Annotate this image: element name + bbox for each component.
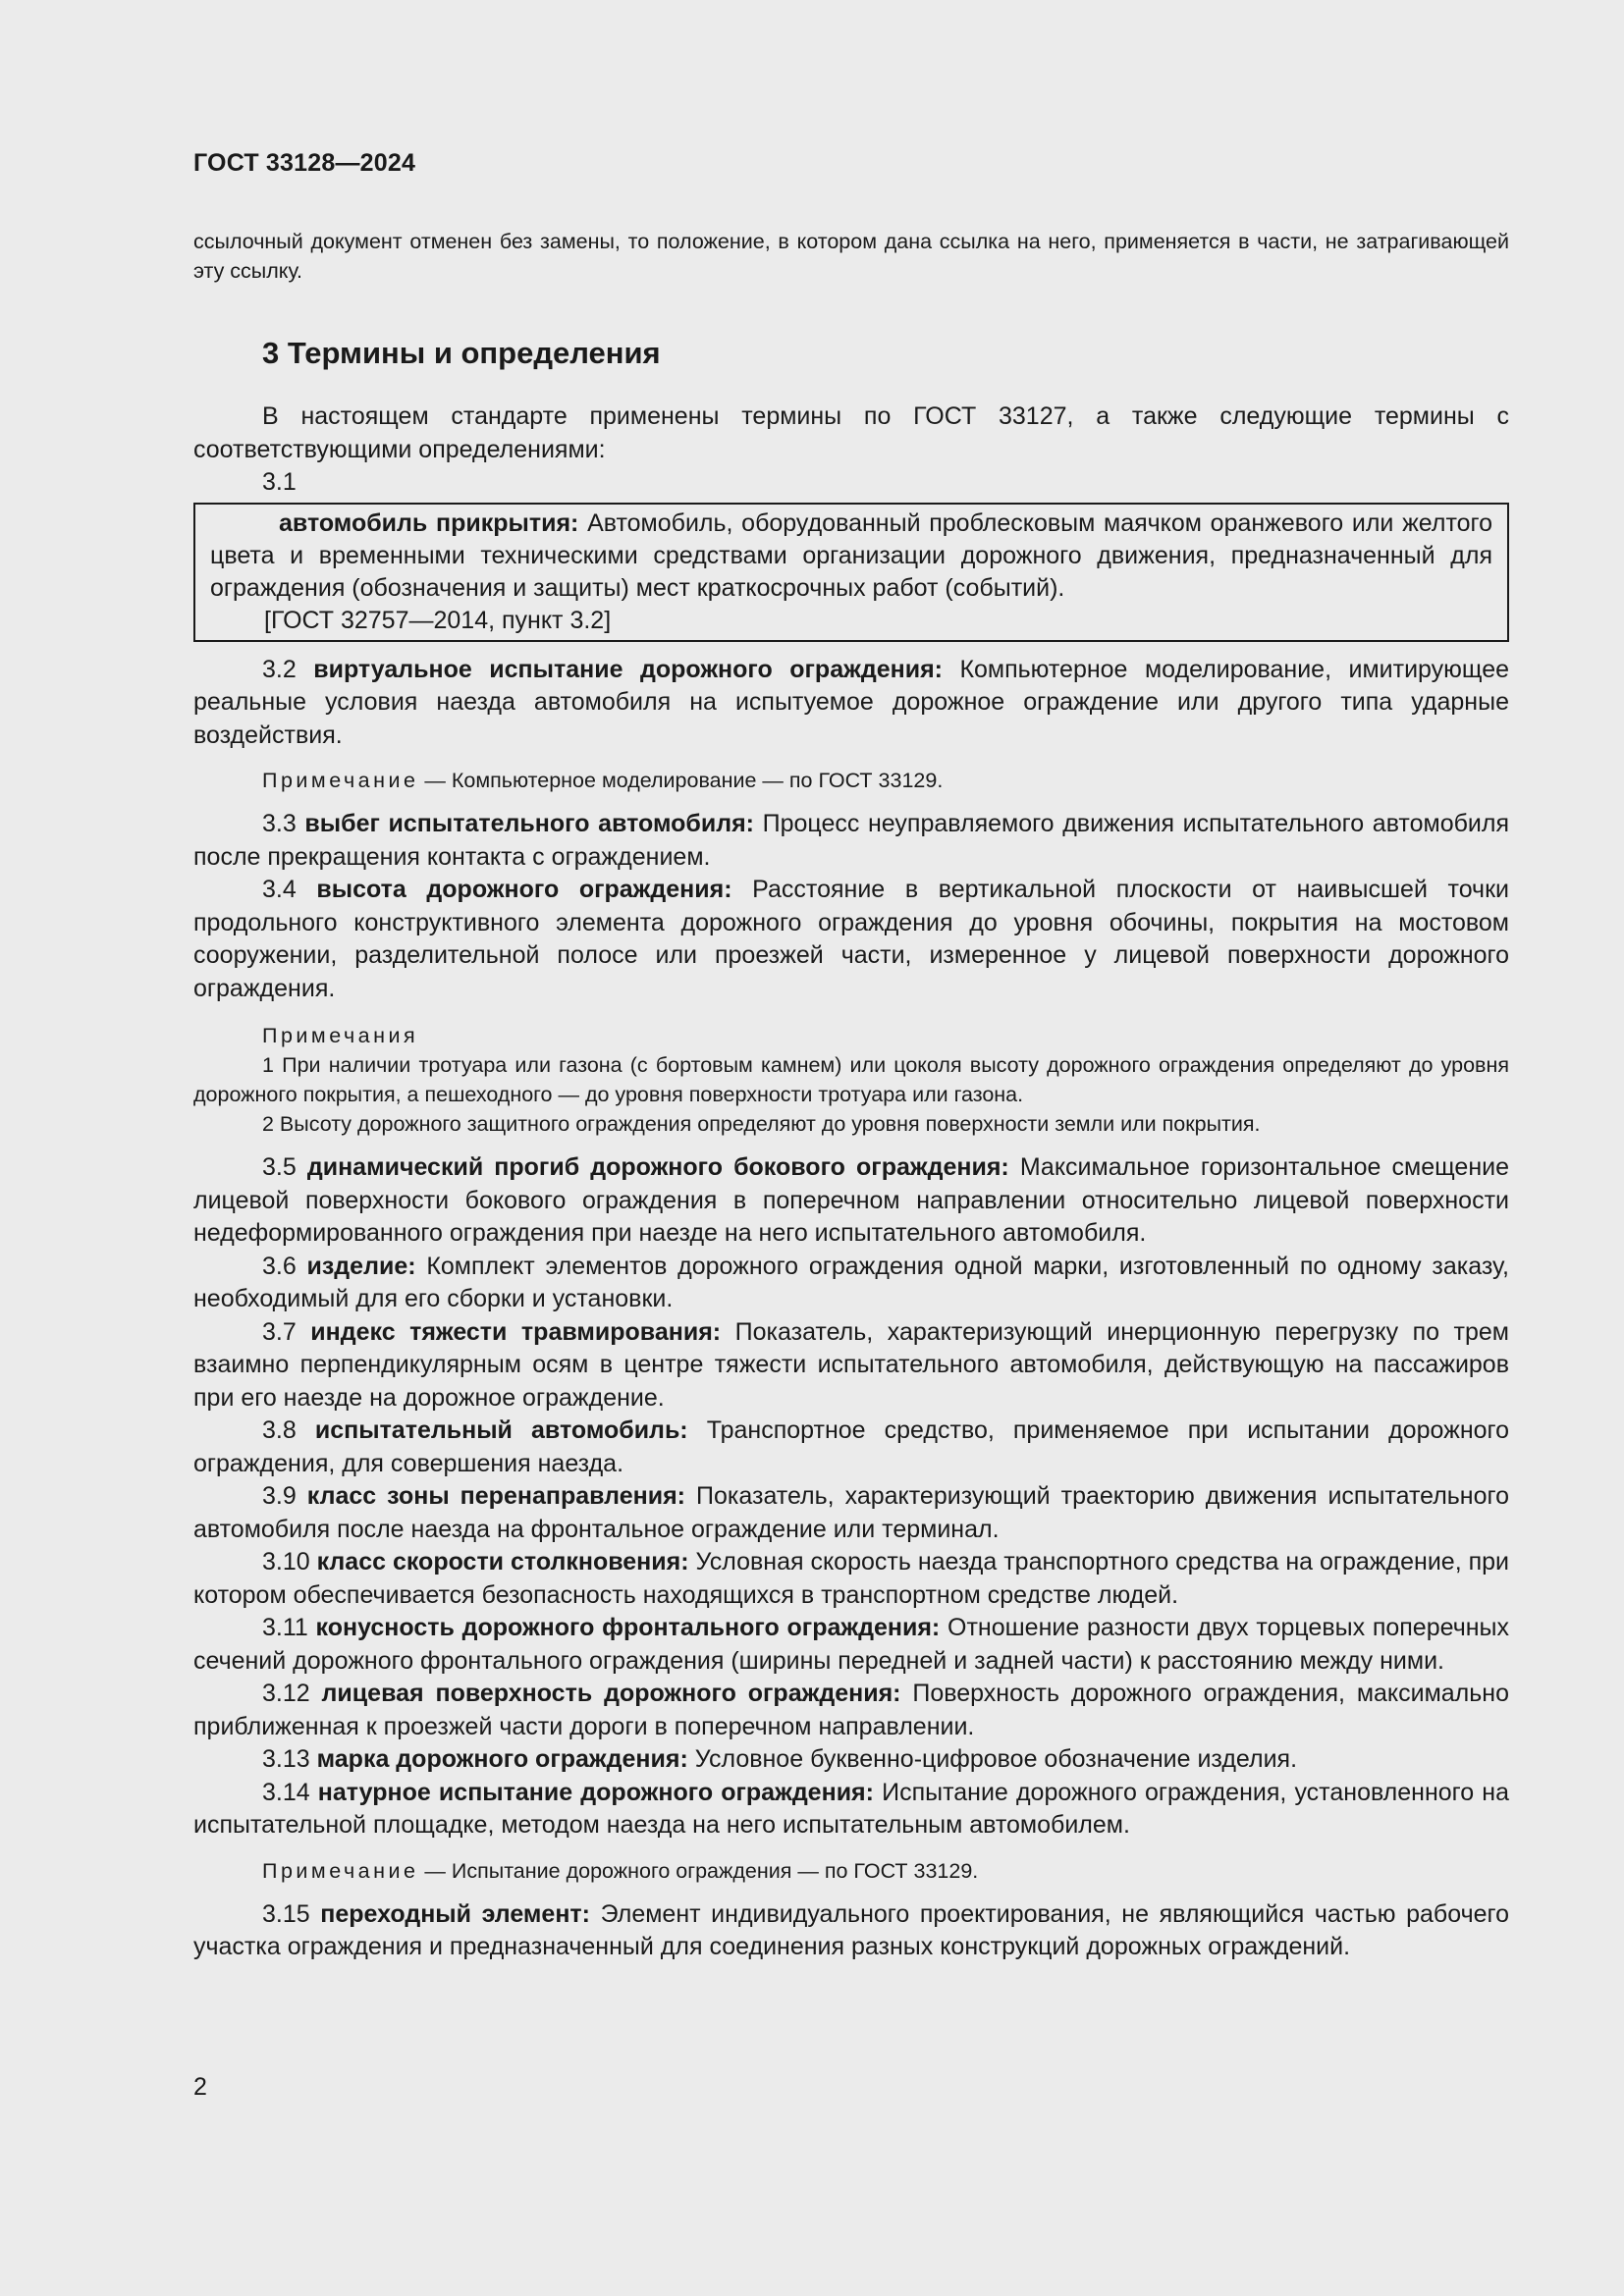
term-3-3-name: выбег испытательного автомобиля: bbox=[304, 810, 754, 837]
term-3-3-definition: Процесс неуправляемого движения испытательного автомобиля после прекращения контакта с ограждением. bbox=[193, 810, 1510, 871]
term-3-14-definition: Испытание дорожного ограждения, установленного на испытательной площадке, методом наезда на него испытательным автомобилем. bbox=[193, 1778, 1509, 1839]
term-3-9-number: 3.9 bbox=[262, 1482, 307, 1510]
term-3-1-reference: [ГОСТ 32757—2014, пункт 3.2] bbox=[264, 606, 612, 634]
term-3-3 bbox=[193, 808, 1509, 874]
term-3-11-name: конусность дорожного фронтального ограждения: bbox=[315, 1614, 941, 1641]
term-3-1-definition: Автомобиль, оборудованный проблесковым маячком оранжевого или желтого цвета и временными техническими средствами организации дорожного движения, предназначенный для ограждения (обозначения и защиты) мест краткосрочных работ (событий). bbox=[210, 508, 1493, 602]
term-3-12-definition: Поверхность дорожного ограждения, максимально приближенная к проезжей части дороги в поперечном направлении. bbox=[193, 1680, 1510, 1740]
term-3-4-definition: Расстояние в вертикальной плоскости от наивысшей точки продольного конструктивного элемента дорожного ограждения до уровня обочины, покрытия на мостовом сооружении, разделительной полосе или проезжей части, измеренное у лицевой поверхности дорожного ограждения. bbox=[193, 876, 1509, 1002]
term-3-13-name: марка дорожного ограждения: bbox=[316, 1745, 688, 1773]
term-3-2-number: 3.2 bbox=[262, 655, 314, 683]
term-3-7 bbox=[193, 1316, 1509, 1415]
term-3-15-number: 3.15 bbox=[262, 1899, 321, 1928]
term-3-7-number: 3.7 bbox=[262, 1317, 311, 1346]
term-3-13 bbox=[193, 1743, 1509, 1777]
term-3-15-definition: Элемент индивидуального проектирования, не являющийся частью рабочего участка ограждения и предназначенный для соединения разных конструкций дорожных ограждений. bbox=[193, 1899, 1509, 1960]
term-3-11-definition: Отношение разности двух торцевых поперечных сечений дорожного фронтального ограждения (ширины передней и задней части) к расстоянию между ними. bbox=[193, 1614, 1509, 1675]
term-3-13-definition: Условное буквенно-цифровое обозначение изделия. bbox=[687, 1745, 1298, 1773]
term-3-4 bbox=[193, 874, 1509, 1005]
term-3-1-box bbox=[193, 503, 1509, 642]
term-3-9-name: класс зоны перенаправления: bbox=[306, 1482, 686, 1510]
term-3-12-name: лицевая поверхность дорожного ограждения: bbox=[321, 1680, 901, 1707]
term-3-12 bbox=[193, 1678, 1509, 1743]
term-3-11-number: 3.11 bbox=[262, 1614, 316, 1641]
section-intro: В настоящем стандарте применены термины по ГОСТ 33127, а также следующие термины с соответствующими определениями: bbox=[193, 402, 1509, 463]
term-3-15-name: переходный элемент: bbox=[320, 1899, 590, 1928]
intro-paragraph: ссылочный документ отменен без замены, то положение, в котором дана ссылка на него, применяется в части, не затрагивающей эту ссылку. bbox=[193, 230, 1509, 283]
term-3-4-notes bbox=[193, 1021, 1509, 1139]
term-3-13-number: 3.13 bbox=[262, 1745, 317, 1773]
term-3-1-number: 3.1 bbox=[262, 468, 297, 496]
term-3-14 bbox=[193, 1777, 1509, 1842]
term-3-5-name: динамический прогиб дорожного бокового ограждения: bbox=[306, 1153, 1009, 1181]
term-3-6-number: 3.6 bbox=[262, 1252, 307, 1280]
term-3-2-name: виртуальное испытание дорожного ограждения: bbox=[313, 655, 943, 683]
page-number: 2 bbox=[193, 2073, 207, 2101]
term-3-9 bbox=[193, 1480, 1509, 1546]
term-3-8-number: 3.8 bbox=[262, 1416, 315, 1444]
term-3-8-name: испытательный автомобиль: bbox=[314, 1416, 688, 1444]
term-3-6 bbox=[193, 1251, 1509, 1316]
term-3-11 bbox=[193, 1612, 1509, 1678]
term-3-14-note bbox=[262, 1856, 1509, 1886]
term-3-2-note bbox=[262, 766, 1509, 795]
term-3-4-number: 3.4 bbox=[262, 876, 317, 903]
term-3-5-number: 3.5 bbox=[262, 1153, 307, 1181]
section-title: 3 Термины и определения bbox=[262, 336, 661, 370]
term-3-7-name: индекс тяжести травмирования: bbox=[310, 1317, 722, 1346]
term-3-10-number: 3.10 bbox=[262, 1548, 317, 1575]
term-3-5-definition: Максимальное горизонтальное смещение лицевой поверхности бокового ограждения в поперечном направлении относительно лицевой поверхности недеформированного ограждения при наезде на него испытательного автомобиля. bbox=[193, 1153, 1509, 1247]
note-label: Примечание bbox=[262, 1858, 419, 1883]
document-header: ГОСТ 33128—2024 bbox=[193, 149, 416, 177]
term-3-14-number: 3.14 bbox=[262, 1778, 318, 1806]
term-3-9-definition: Показатель, характеризующий траекторию движения испытательного автомобиля после наезда на фронтальное ограждение или терминал. bbox=[193, 1482, 1509, 1543]
note-1: 1 При наличии тротуара или газона (с бортовым камнем) или цоколя высоту дорожного ограждения определяют до уровня дорожного покрытия, а пешеходного — до уровня поверхности тротуара или газона. bbox=[193, 1053, 1509, 1106]
term-3-6-name: изделие: bbox=[306, 1252, 416, 1280]
page-content bbox=[193, 227, 1509, 1964]
term-3-1 bbox=[210, 507, 1492, 605]
term-3-7-definition: Показатель, характеризующий инерционную перегрузку по трем взаимно перпендикулярным осям в центре тяжести испытательного автомобиля, действующую на пассажиров при его наезде на дорожное ограждение. bbox=[193, 1317, 1509, 1412]
note-text: — Испытание дорожного ограждения — по ГОСТ 33129. bbox=[418, 1858, 979, 1883]
term-3-2-definition: Компьютерное моделирование, имитирующее реальные условия наезда автомобиля на испытуемое дорожное ограждение или другого типа ударные воздействия. bbox=[193, 655, 1509, 749]
term-3-6-definition: Комплект элементов дорожного ограждения одной марки, изготовленный по одному заказу, необходимый для его сборки и установки. bbox=[193, 1252, 1509, 1312]
term-3-5 bbox=[193, 1151, 1509, 1251]
note-text: — Компьютерное моделирование — по ГОСТ 33129. bbox=[418, 769, 944, 792]
note-2: 2 Высоту дорожного защитного ограждения определяют до уровня поверхности земли или покрытия. bbox=[262, 1112, 1261, 1136]
term-3-8 bbox=[193, 1415, 1509, 1480]
term-3-3-number: 3.3 bbox=[262, 810, 305, 837]
term-3-4-name: высота дорожного ограждения: bbox=[316, 876, 732, 903]
term-3-2 bbox=[193, 654, 1509, 753]
term-3-8-definition: Транспортное средство, применяемое при испытании дорожного ограждения, для совершения наезда. bbox=[193, 1416, 1509, 1477]
term-3-10 bbox=[193, 1546, 1509, 1612]
notes-title: Примечания bbox=[262, 1024, 419, 1047]
term-3-10-name: класс скорости столкновения: bbox=[316, 1548, 689, 1575]
term-3-14-name: натурное испытание дорожного ограждения: bbox=[317, 1778, 874, 1806]
term-3-15 bbox=[193, 1898, 1509, 1964]
note-label: Примечание bbox=[262, 769, 419, 792]
term-3-10-definition: Условная скорость наезда транспортного средства на ограждение, при котором обеспечивается безопасность находящихся в транспортном средстве людей. bbox=[193, 1548, 1509, 1609]
term-3-1-name: автомобиль прикрытия: bbox=[279, 508, 579, 537]
term-3-12-number: 3.12 bbox=[262, 1680, 322, 1707]
